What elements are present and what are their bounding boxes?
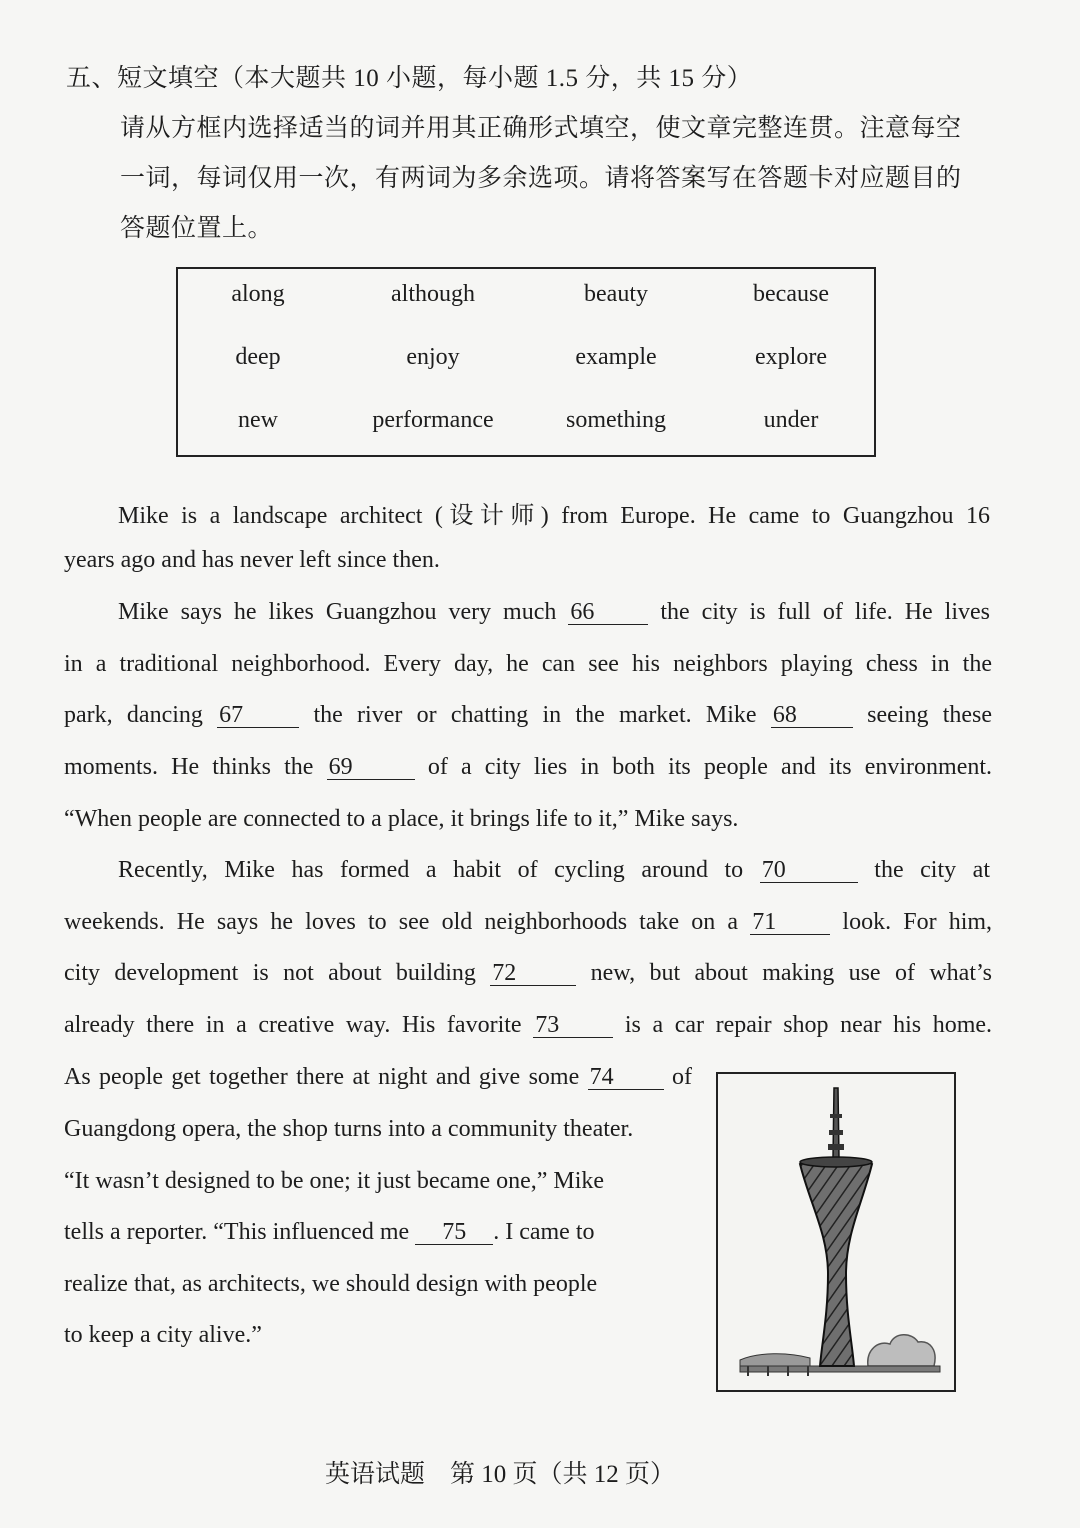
passage-text: As people get together there at night and give some xyxy=(64,1064,580,1090)
passage-line: in a traditional neighborhood. Every day, he can see his neighbors playing chess in the xyxy=(64,651,992,677)
blank-72[interactable]: 72 xyxy=(490,961,576,986)
word-bank-box xyxy=(176,267,876,457)
instruction-line-2: 一词，每词仅用一次，有两词为多余选项。请将答案写在答题卡对应题目的 xyxy=(120,165,962,192)
passage-line xyxy=(64,1064,692,1091)
passage-text: is a car repair shop near his home. xyxy=(624,1012,993,1038)
blank-71[interactable]: 71 xyxy=(750,910,830,935)
passage-text: the city is full of life. He lives xyxy=(660,599,991,625)
blank-70[interactable]: 70 xyxy=(760,858,858,883)
passage-line: “It wasn’t designed to be one; it just became one,” Mike xyxy=(64,1168,605,1194)
passage-text: Mike says he likes Guangzhou very much xyxy=(118,599,557,625)
passage-line xyxy=(64,754,992,781)
passage-line: “When people are connected to a place, it brings life to it,” Mike says. xyxy=(64,806,739,832)
blank-74[interactable]: 74 xyxy=(588,1065,664,1090)
section-title: 五、短文填空（本大题共 10 小题，每小题 1.5 分，共 15 分） xyxy=(66,65,753,92)
tower-drawing xyxy=(718,1074,954,1390)
word-option: although xyxy=(391,281,475,307)
instruction-line-3: 答题位置上。 xyxy=(120,215,274,242)
passage-line xyxy=(64,960,992,987)
passage-text: seeing these xyxy=(867,702,993,728)
passage-line xyxy=(118,599,990,626)
passage-text: Recently, Mike has formed a habit of cycling around to xyxy=(118,857,744,883)
word-option: something xyxy=(566,407,666,433)
passage-line xyxy=(118,857,990,884)
word-option: because xyxy=(753,281,829,307)
passage-text: . I came to xyxy=(493,1219,595,1245)
instruction-line-1: 请从方框内选择适当的词并用其正确形式填空，使文章完整连贯。注意每空 xyxy=(120,115,962,142)
blank-66[interactable]: 66 xyxy=(568,600,648,625)
blank-73[interactable]: 73 xyxy=(533,1013,613,1038)
passage-line: to keep a city alive.” xyxy=(64,1322,262,1348)
passage-text: the river or chatting in the market. Mike xyxy=(313,702,757,728)
passage-line: Guangdong opera, the shop turns into a community theater. xyxy=(64,1116,634,1142)
passage-text: already there in a creative way. His favorite xyxy=(64,1012,522,1038)
passage-text: moments. He thinks the xyxy=(64,754,314,780)
passage-line: Mike is a landscape architect (设计师) from Europe. He came to Guangzhou 16 xyxy=(118,503,990,529)
passage-text: look. For him, xyxy=(842,909,993,935)
passage-text: tells a reporter. “This influenced me xyxy=(64,1219,410,1245)
word-option: under xyxy=(763,407,819,433)
blank-67[interactable]: 67 xyxy=(217,703,299,728)
passage-text: the city at xyxy=(874,857,990,883)
page-footer: 英语试题 第 10 页（共 12 页） xyxy=(324,1461,675,1488)
word-option: beauty xyxy=(584,281,648,307)
blank-69[interactable]: 69 xyxy=(327,755,415,780)
passage-text: of a city lies in both its people and its environment. xyxy=(427,754,993,780)
passage-line xyxy=(64,1012,992,1039)
passage-line xyxy=(64,1219,692,1246)
passage-text: weekends. He says he loves to see old neighborhoods take on a xyxy=(64,909,739,935)
passage-text: park, dancing xyxy=(64,702,203,728)
word-option: along xyxy=(231,281,285,307)
word-option: new xyxy=(238,407,278,433)
blank-75[interactable]: 75 xyxy=(415,1220,493,1245)
word-option: enjoy xyxy=(406,344,460,370)
passage-line: realize that, as architects, we should design with people xyxy=(64,1271,598,1297)
blank-68[interactable]: 68 xyxy=(771,703,853,728)
passage-line: years ago and has never left since then. xyxy=(64,547,440,573)
canton-tower-illustration xyxy=(716,1072,956,1392)
passage-text: of xyxy=(672,1064,693,1090)
word-option: deep xyxy=(235,344,281,370)
word-option: performance xyxy=(372,407,494,433)
passage-text: city development is not about building xyxy=(64,960,476,986)
passage-line xyxy=(64,702,992,729)
word-option: example xyxy=(575,344,657,370)
passage-line xyxy=(64,909,992,936)
word-option: explore xyxy=(755,344,827,370)
passage-text: new, but about making use of what’s xyxy=(590,960,993,986)
